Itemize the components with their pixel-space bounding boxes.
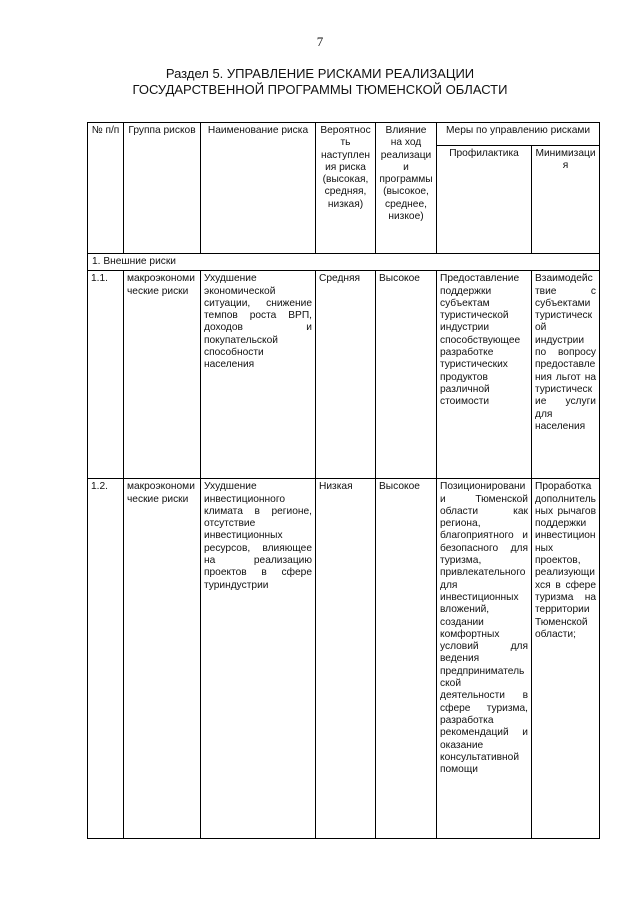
cell-impact: Высокое	[376, 271, 437, 479]
cell-name: Ухудшение инвестиционного климата в регионе, отсутствие инвестиционных ресурсов, влияющее на реализацию проектов в сфере туриндустрии	[201, 479, 316, 839]
cell-probability: Средняя	[316, 271, 376, 479]
header-num: № п/п	[88, 123, 124, 254]
cell-minimization: Проработка дополнительных рычагов поддержки инвестиционных проектов, реализующихся в сфере туризма на территории Тюменской области;	[532, 479, 600, 839]
cell-prevention: Предоставление поддержки субъектам туристической индустрии способствующее разработке туристических продуктов различной стоимости	[437, 271, 532, 479]
header-name: Наименование риска	[201, 123, 316, 254]
page-number: 7	[316, 34, 324, 49]
table-row	[88, 479, 600, 839]
title-line-2: ГОСУДАРСТВЕННОЙ ПРОГРАММЫ ТЮМЕНСКОЙ ОБЛАСТИ	[132, 82, 508, 97]
header-group: Группа рисков	[124, 123, 201, 254]
cell-num: 1.2.	[88, 479, 124, 839]
header-prevention: Профилактика	[437, 146, 532, 254]
risk-management-table	[87, 122, 600, 839]
cell-num: 1.1.	[88, 271, 124, 479]
cell-impact: Высокое	[376, 479, 437, 839]
header-minimization: Минимизация	[532, 146, 600, 254]
header-impact: Влияние на ход реализации программы (высокое, среднее, низкое)	[376, 123, 437, 254]
cell-group: макроэкономические риски	[124, 479, 201, 839]
cell-name: Ухудшение экономической ситуации, снижение темпов роста ВРП, доходов и покупательской способности населения	[201, 271, 316, 479]
header-probability: Вероятность наступления риска (высокая, средняя, низкая)	[316, 123, 376, 254]
title-line-1: Раздел 5. УПРАВЛЕНИЕ РИСКАМИ РЕАЛИЗАЦИИ	[165, 66, 475, 81]
header-measures: Меры по управлению рисками	[437, 123, 600, 146]
table-row	[88, 271, 600, 479]
section-title	[100, 66, 540, 98]
cell-probability: Низкая	[316, 479, 376, 839]
cell-group: макроэкономические риски	[124, 271, 201, 479]
cell-minimization: Взаимодействие с субъектами туристической индустрии по вопросу предоставления льгот на туристические услуги для населения	[532, 271, 600, 479]
section-row-external-risks: 1. Внешние риски	[88, 254, 600, 271]
cell-prevention: Позиционировании Тюменской области как региона, благоприятного и безопасного для туризма, привлекательного для инвестиционных вложений, создании комфортных условий для ведения предпринимательской деятельности в сфере туризма, разработка рекомендаций и оказание консультативной помощи	[437, 479, 532, 839]
